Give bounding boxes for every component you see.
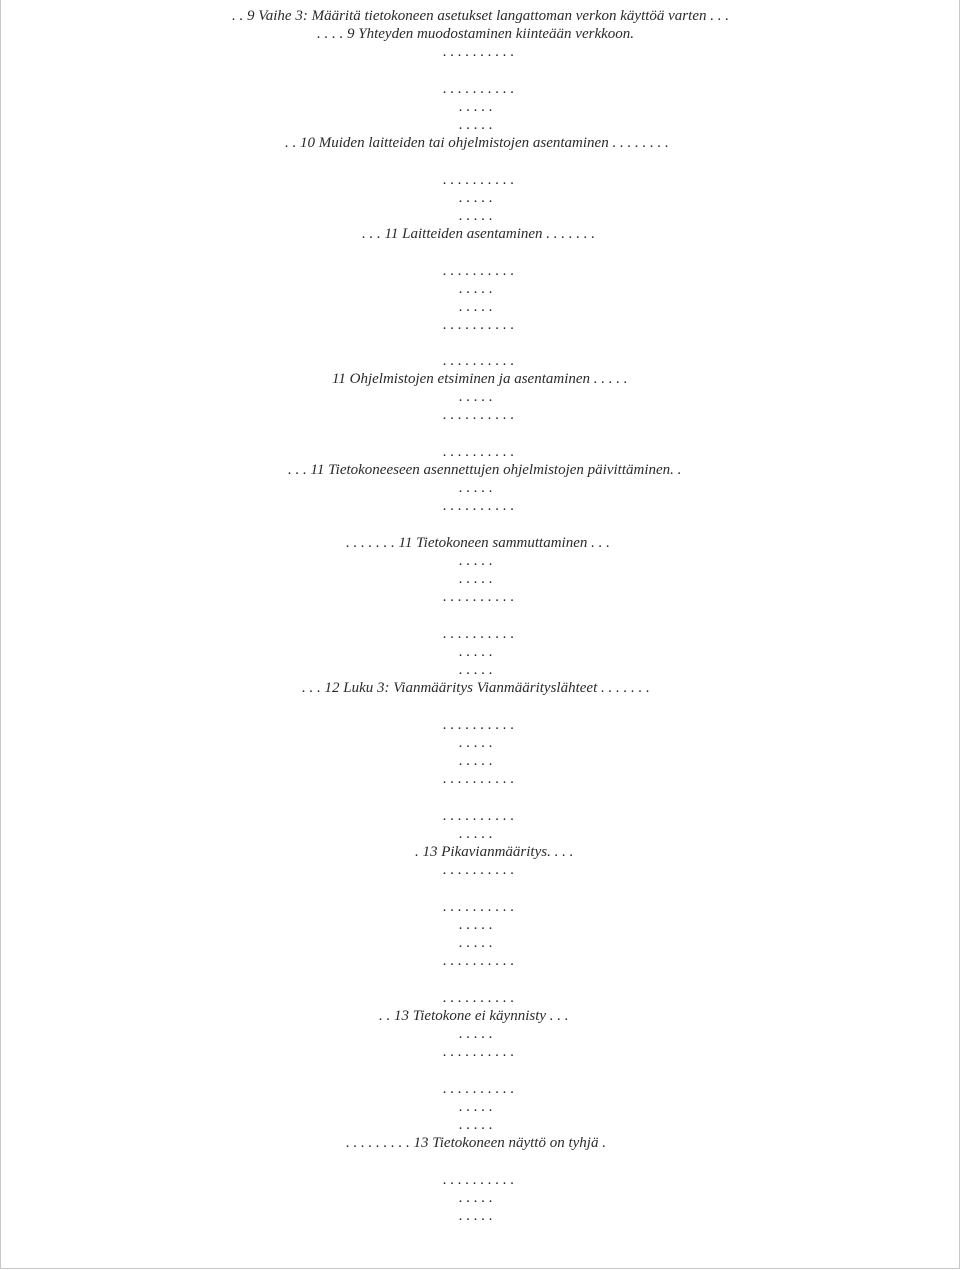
- toc-entry-11-laitteiden-asentaminen[interactable]: . . . 11 Laitteiden asentaminen . . . . . . .: [362, 226, 596, 242]
- toc-leader-dots: . . . . .: [459, 935, 493, 951]
- toc-leader-dots: . . . . . . . . . .: [443, 44, 515, 60]
- toc-leader-dots: . . . . . . . . . .: [443, 1044, 515, 1060]
- toc-leader-dots: . . . . .: [459, 753, 493, 769]
- toc-leader-dots: . . . . .: [459, 826, 493, 842]
- toc-leader-dots: . . . . . . . . . .: [443, 626, 515, 642]
- toc-leader-dots: . . . . . . . . . .: [443, 498, 515, 514]
- toc-leader-dots: . . . . . . . . . .: [443, 953, 515, 969]
- toc-leader-dots: . . . . .: [459, 1190, 493, 1206]
- toc-leader-dots: . . . . .: [459, 117, 493, 133]
- toc-leader-dots: . . . . .: [459, 389, 493, 405]
- toc-leader-dots: . . . . .: [459, 1117, 493, 1133]
- toc-leader-dots: . . . . . . . . . .: [443, 1081, 515, 1097]
- toc-leader-dots: . . . . . . . . . .: [443, 172, 515, 188]
- toc-leader-dots: . . . . . . . . . .: [443, 81, 515, 97]
- toc-leader-dots: . . . . .: [459, 208, 493, 224]
- toc-entry-9-yhteyden-muodostaminen[interactable]: . . . . 9 Yhteyden muodostaminen kiinteään verkkoon.: [317, 26, 635, 42]
- toc-leader-dots: . . . . . . . . . .: [443, 353, 515, 369]
- toc-leader-dots: . . . . .: [459, 735, 493, 751]
- toc-leader-dots: . . . . .: [459, 281, 493, 297]
- toc-leader-dots: . . . . . . . . . .: [443, 899, 515, 915]
- toc-leader-dots: . . . . .: [459, 1208, 493, 1224]
- toc-leader-dots: . . . . .: [459, 1026, 493, 1042]
- toc-entry-10-muiden-laitteiden[interactable]: . . 10 Muiden laitteiden tai ohjelmistojen asentaminen . . . . . . . .: [285, 135, 669, 151]
- toc-leader-dots: . . . . .: [459, 99, 493, 115]
- toc-entry-11-ohjelmistojen-paivittaminen[interactable]: . . . 11 Tietokoneeseen asennettujen ohjelmistojen päivittäminen. .: [288, 462, 682, 478]
- toc-leader-dots: . . . . . . . . . .: [443, 717, 515, 733]
- toc-leader-dots: . . . . .: [459, 917, 493, 933]
- toc-leader-dots: . . . . .: [459, 1099, 493, 1115]
- toc-leader-dots: . . . . . . . . . .: [443, 444, 515, 460]
- toc-leader-dots: . . . . .: [459, 553, 493, 569]
- toc-entry-13-tietokone-ei-kaynnisty[interactable]: . . 13 Tietokone ei käynnisty . . .: [379, 1008, 569, 1024]
- toc-leader-dots: . . . . .: [459, 190, 493, 206]
- toc-entry-11-tietokoneen-sammuttaminen[interactable]: . . . . . . . 11 Tietokoneen sammuttaminen . . .: [346, 535, 610, 551]
- toc-leader-dots: . . . . .: [459, 299, 493, 315]
- toc-leader-dots: . . . . .: [459, 644, 493, 660]
- toc-leader-dots: . . . . . . . . . .: [443, 589, 515, 605]
- toc-leader-dots: . . . . . . . . . .: [443, 263, 515, 279]
- toc-entry-13-tietokoneen-naytto-on-tyhja[interactable]: . . . . . . . . . 13 Tietokoneen näyttö on tyhjä .: [346, 1135, 606, 1151]
- toc-leader-dots: . . . . . . . . . .: [443, 808, 515, 824]
- toc-entry-11-ohjelmistojen-etsiminen[interactable]: 11 Ohjelmistojen etsiminen ja asentaminen . . . . .: [332, 371, 628, 387]
- toc-entry-12-luku-3-vianmaaritys[interactable]: . . . 12 Luku 3: Vianmääritys Vianmäärityslähteet . . . . . . .: [302, 680, 650, 696]
- toc-leader-dots: . . . . .: [459, 480, 493, 496]
- toc-leader-dots: . . . . . . . . . .: [443, 990, 515, 1006]
- toc-leader-dots: . . . . . . . . . .: [443, 771, 515, 787]
- toc-entry-9-vaihe-3[interactable]: . . 9 Vaihe 3: Määritä tietokoneen asetukset langattoman verkon käyttöä varten . . .: [232, 8, 729, 24]
- toc-entry-13-pikavianmaaritys[interactable]: . 13 Pikavianmääritys. . . .: [415, 844, 574, 860]
- toc-leader-dots: . . . . . . . . . .: [443, 407, 515, 423]
- toc-leader-dots: . . . . .: [459, 571, 493, 587]
- toc-leader-dots: . . . . . . . . . .: [443, 862, 515, 878]
- toc-leader-dots: . . . . . . . . . .: [443, 317, 515, 333]
- toc-leader-dots: . . . . .: [459, 662, 493, 678]
- toc-leader-dots: . . . . . . . . . .: [443, 1172, 515, 1188]
